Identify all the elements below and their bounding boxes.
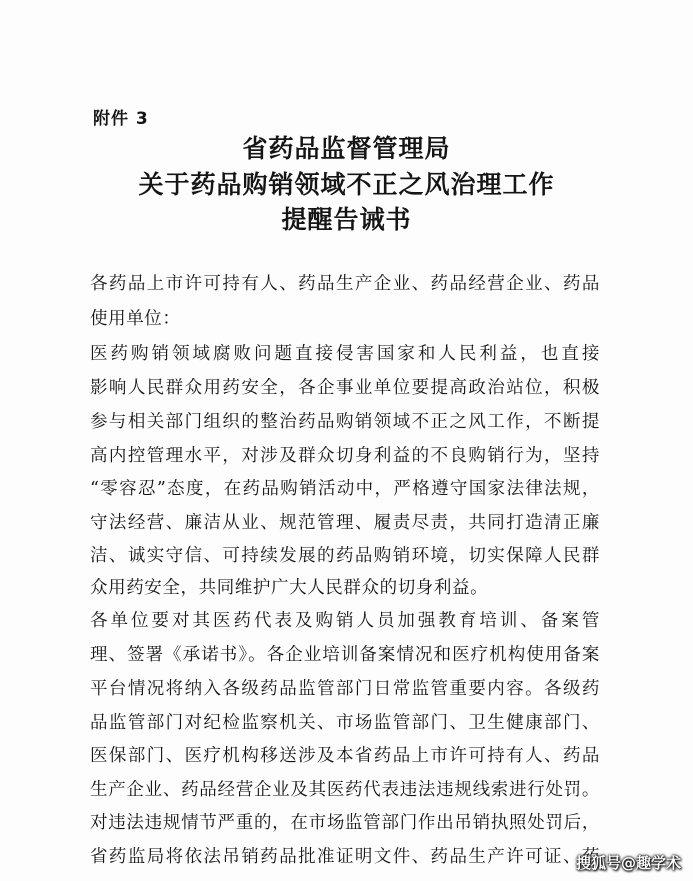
attachment-label: 附件 3 — [93, 109, 149, 129]
body-line: 平台情况将纳入各级药品监管部门日常监管重要内容。各级药 — [90, 679, 600, 699]
body-line: 各单位要对其医药代表及购销人员加强教育培训、备案管 — [90, 611, 600, 631]
body-line: 高内控管理水平，对涉及群众切身利益的不良购销行为，坚持 — [90, 446, 600, 466]
body-line: 生产企业、药品经营企业及其医药代表违法违规线索进行处罚。 — [90, 780, 600, 800]
body-line: 使用单位： — [90, 309, 181, 329]
body-line: 参与相关部门组织的整治药品购销领域不正之风工作，不断提 — [90, 412, 600, 432]
body-line: 理、签署《承诺书》。各企业培训备案情况和医疗机构使用备案 — [90, 645, 600, 665]
body-line: 医保部门、医疗机构移送涉及本省药品上市许可持有人、药品 — [90, 746, 600, 766]
body-line: 医药购销领域腐败问题直接侵害国家和人民利益，也直接 — [90, 344, 600, 364]
body-line: 影响人民群众用药安全，各企事业单位要提高政治站位，积极 — [90, 378, 600, 398]
document-title-line-2: 关于药品购销领域不正之风治理工作 — [138, 170, 555, 199]
document-title-line-1: 省药品监督管理局 — [242, 134, 451, 163]
body-line: 各药品上市许可持有人、药品生产企业、药品经营企业、药品 — [90, 274, 600, 294]
body-line: 品监管部门对纪检监察机关、市场监管部门、卫生健康部门、 — [90, 713, 600, 733]
body-line: 对违法违规情节严重的，在市场监管部门作出吊销执照处罚后， — [90, 813, 600, 833]
body-line: 省药监局将依法吊销药品批准证明文件、药品生产许可证、药 — [90, 847, 600, 867]
body-line: 众用药安全，共同维护广大人民群众的切身利益。 — [90, 578, 489, 598]
body-line: 守法经营、廉洁从业、规范管理、履责尽责，共同打造清正廉 — [90, 513, 600, 533]
body-line: 洁、诚实守信、可持续发展的药品购销环境，切实保障人民群 — [90, 546, 600, 566]
watermark-label: 搜狐号@趣学术 — [575, 854, 681, 872]
body-line: “零容忍”态度，在药品购销活动中，严格遵守国家法律法规， — [90, 479, 600, 499]
document-title-line-3: 提醒告诫书 — [281, 205, 412, 234]
